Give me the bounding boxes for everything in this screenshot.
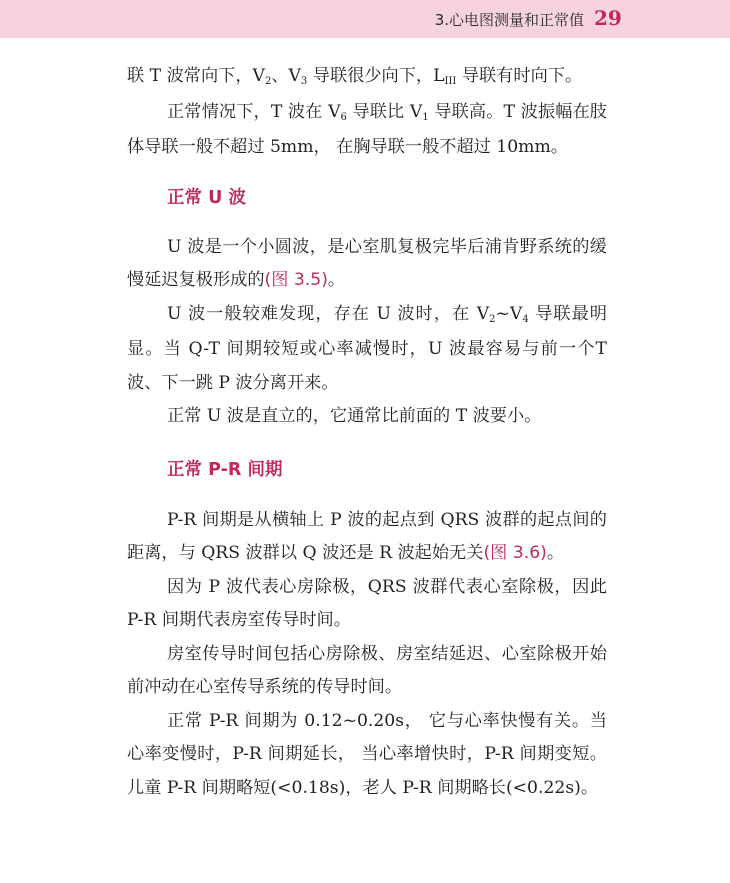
figure-reference-3-6[interactable]: (图 3.6) [483, 543, 547, 563]
pr-paragraph-3: 房室传导时间包括心房除极、房室结延迟、心室除极开始前冲动在心室传导系统的传导时间。 [127, 643, 607, 697]
section-heading-u-wave: 正常 U 波 [167, 187, 246, 208]
figure-reference-3-5[interactable]: (图 3.5) [264, 270, 328, 290]
pr-paragraph-2: 因为 P 波代表心房除极，QRS 波群代表心室除极，因此 P-R 间期代表房室传导时间。 [127, 576, 607, 630]
page-number: 29 [594, 6, 622, 30]
section-heading-pr-interval: 正常 P-R 间期 [167, 459, 283, 480]
pr-paragraph-4: 正常 P-R 间期为 0.12~0.20s， 它与心率快慢有关。当心率变慢时，P-R 间期延长， 当心率增快时，P-R 间期变短。儿童 P-R 间期略短(<0.18s)，老人 P-R 间期略长(<0.22s)。 [127, 710, 607, 798]
page-header [0, 0, 730, 38]
chapter-title: 3.心电图测量和正常值 [434, 11, 584, 29]
pr-paragraph-1: P-R 间期是从横轴上 P 波的起点到 QRS 波群的起点间的距离，与 QRS 波群以 Q 波还是 R 波起始无关(图 3.6)。 [127, 509, 607, 563]
u-wave-paragraph-2: U 波一般较难发现，存在 U 波时，在 $V_2\sim V_4$ 导联最明显。当 Q-T 间期较短或心率减慢时，U 波最容易与前一个T 波、下一跳 P 波分离开来。 [127, 303, 607, 393]
t-wave-paragraph-2: 正常情况下，T 波在 $V_6$ 导联比 $V_1$ 导联高。T 波振幅在肢体导联一般不超过 5mm， 在胸导联一般不超过 10mm。 [127, 101, 607, 157]
u-wave-paragraph-1: U 波是一个小圆波，是心室肌复极完毕后浦肯野系统的缓慢延迟复极形成的(图 3.5)。 [127, 236, 607, 290]
page-body [127, 60, 607, 805]
t-wave-paragraph-1: 联 T 波常向下，$V_2$、$V_3$ 导联很少向下，$L_{III}$ 导联有时向下。 [127, 66, 583, 87]
u-wave-paragraph-3: 正常 U 波是直立的，它通常比前面的 T 波要小。 [167, 406, 542, 426]
